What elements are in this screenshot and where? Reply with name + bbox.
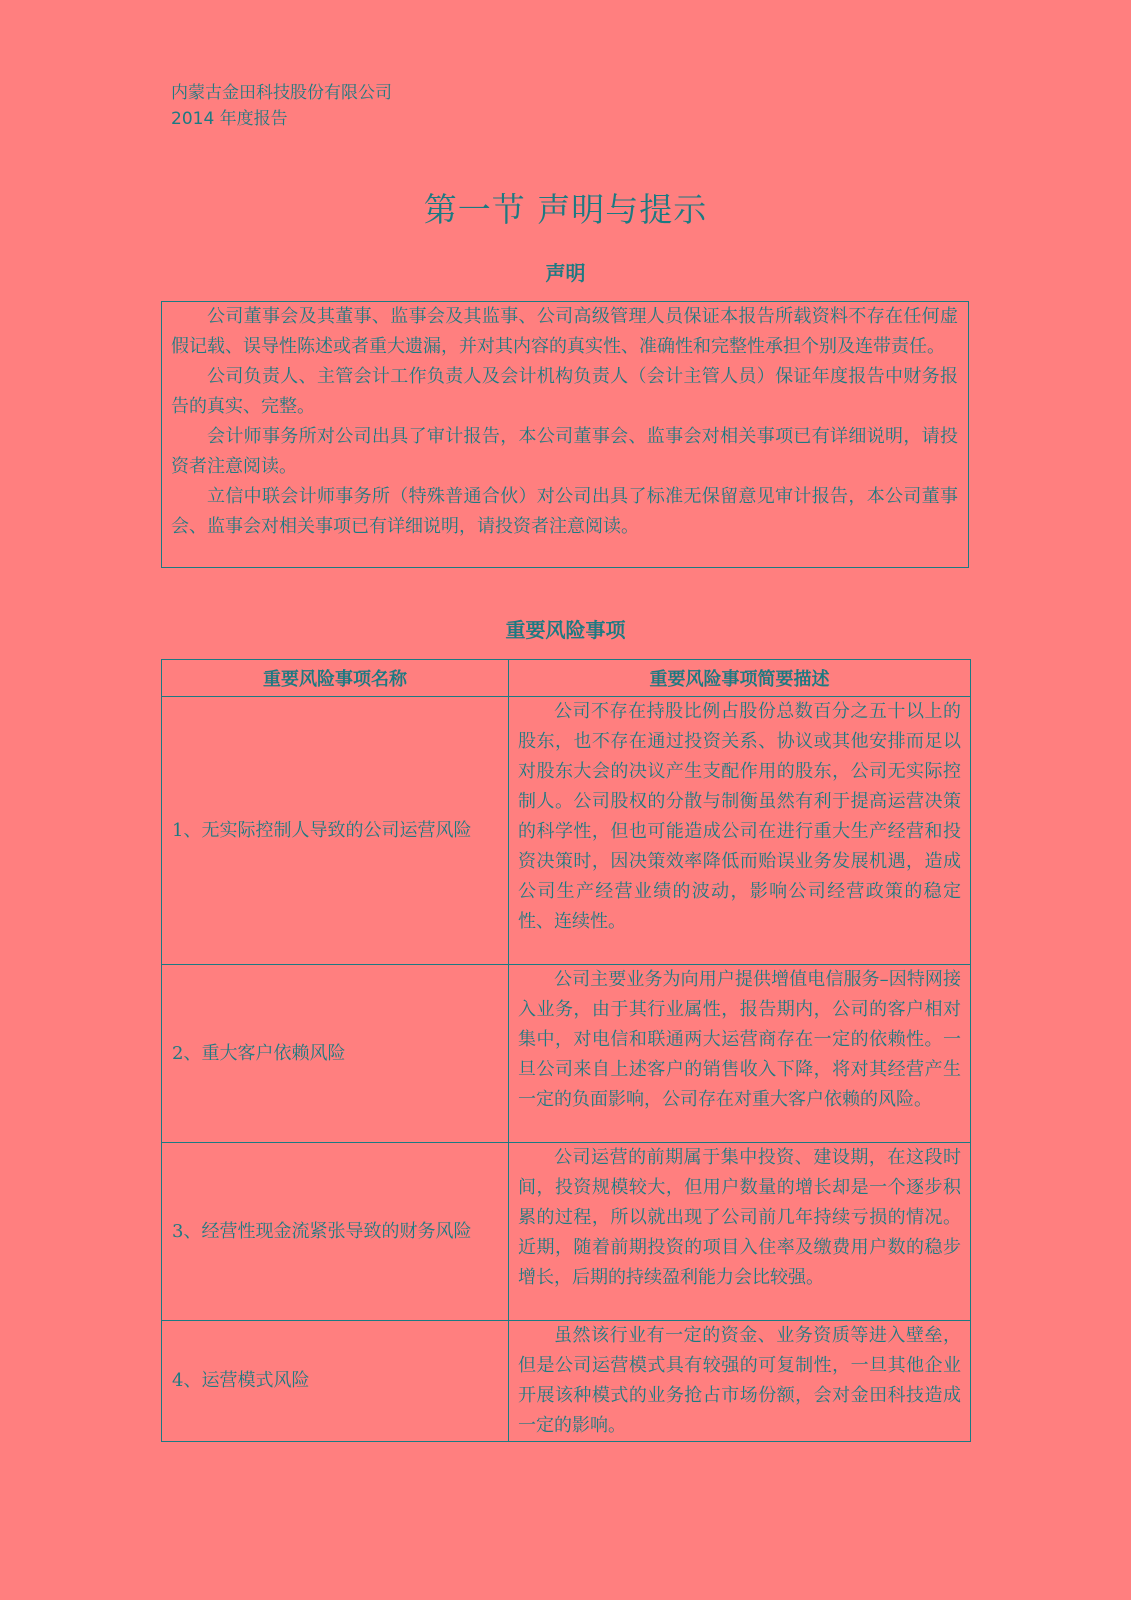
declaration-paragraph: 公司负责人、主管会计工作负责人及会计机构负责人（会计主管人员）保证年度报告中财务报告的真实、完整。 <box>171 366 958 417</box>
risk-name: 4、运营模式风险 <box>162 1321 509 1442</box>
company-name: 内蒙古金田科技股份有限公司 <box>171 83 392 103</box>
risk-description: 虽然该行业有一定的资金、业务资质等进入壁垒，但是公司运营模式具有较强的可复制性，一旦其他企业开展该种模式的业务抢占市场份额，会对金田科技造成一定的影响。 <box>509 1321 971 1442</box>
column-header-name: 重要风险事项名称 <box>162 660 509 697</box>
running-header <box>171 80 392 132</box>
risk-name: 1、无实际控制人导致的公司运营风险 <box>162 697 509 965</box>
column-header-description: 重要风险事项简要描述 <box>509 660 971 697</box>
report-name: 2014 年度报告 <box>171 109 288 129</box>
risks-title: 重要风险事项 <box>505 618 626 642</box>
declaration-paragraph: 公司董事会及其董事、监事会及其监事、公司高级管理人员保证本报告所载资料不存在任何虚假记载、误导性陈述或者重大遗漏，并对其内容的真实性、准确性和完整性承担个别及连带责任。 <box>171 306 958 357</box>
table-row <box>162 965 971 1143</box>
risk-description: 公司不存在持股比例占股份总数百分之五十以上的股东，也不存在通过投资关系、协议或其他安排而足以对股东大会的决议产生支配作用的股东，公司无实际控制人。公司股权的分散与制衡虽然有利于提高运营决策的科学性，但也可能造成公司在进行重大生产经营和投资决策时，因决策效率降低而贻误业务发展机遇，造成公司生产经营业绩的波动，影响公司经营政策的稳定性、连续性。 <box>509 697 971 965</box>
declaration-paragraph: 会计师事务所对公司出具了审计报告，本公司董事会、监事会对相关事项已有详细说明，请投资者注意阅读。 <box>171 426 958 477</box>
declaration-paragraph: 立信中联会计师事务所（特殊普通合伙）对公司出具了标准无保留意见审计报告，本公司董事会、监事会对相关事项已有详细说明，请投资者注意阅读。 <box>171 486 958 537</box>
risk-name: 2、重大客户依赖风险 <box>162 965 509 1143</box>
section-title: 第一节 声明与提示 <box>423 190 708 229</box>
risk-description: 公司主要业务为向用户提供增值电信服务–因特网接入业务，由于其行业属性，报告期内，公司的客户相对集中，对电信和联通两大运营商存在一定的依赖性。一旦公司来自上述客户的销售收入下降，将对其经营产生一定的负面影响，公司存在对重大客户依赖的风险。 <box>509 965 971 1143</box>
table-row <box>162 1321 971 1442</box>
table-header-row <box>162 660 971 697</box>
declaration-box <box>161 301 969 568</box>
risk-table <box>161 659 971 1442</box>
table-row <box>162 697 971 965</box>
table-row <box>162 1143 971 1321</box>
declaration-title: 声明 <box>545 261 586 285</box>
risk-description: 公司运营的前期属于集中投资、建设期，在这段时间，投资规模较大，但用户数量的增长却是一个逐步积累的过程，所以就出现了公司前几年持续亏损的情况。近期，随着前期投资的项目入住率及缴费用户数的稳步增长，后期的持续盈利能力会比较强。 <box>509 1143 971 1321</box>
risk-name: 3、经营性现金流紧张导致的财务风险 <box>162 1143 509 1321</box>
